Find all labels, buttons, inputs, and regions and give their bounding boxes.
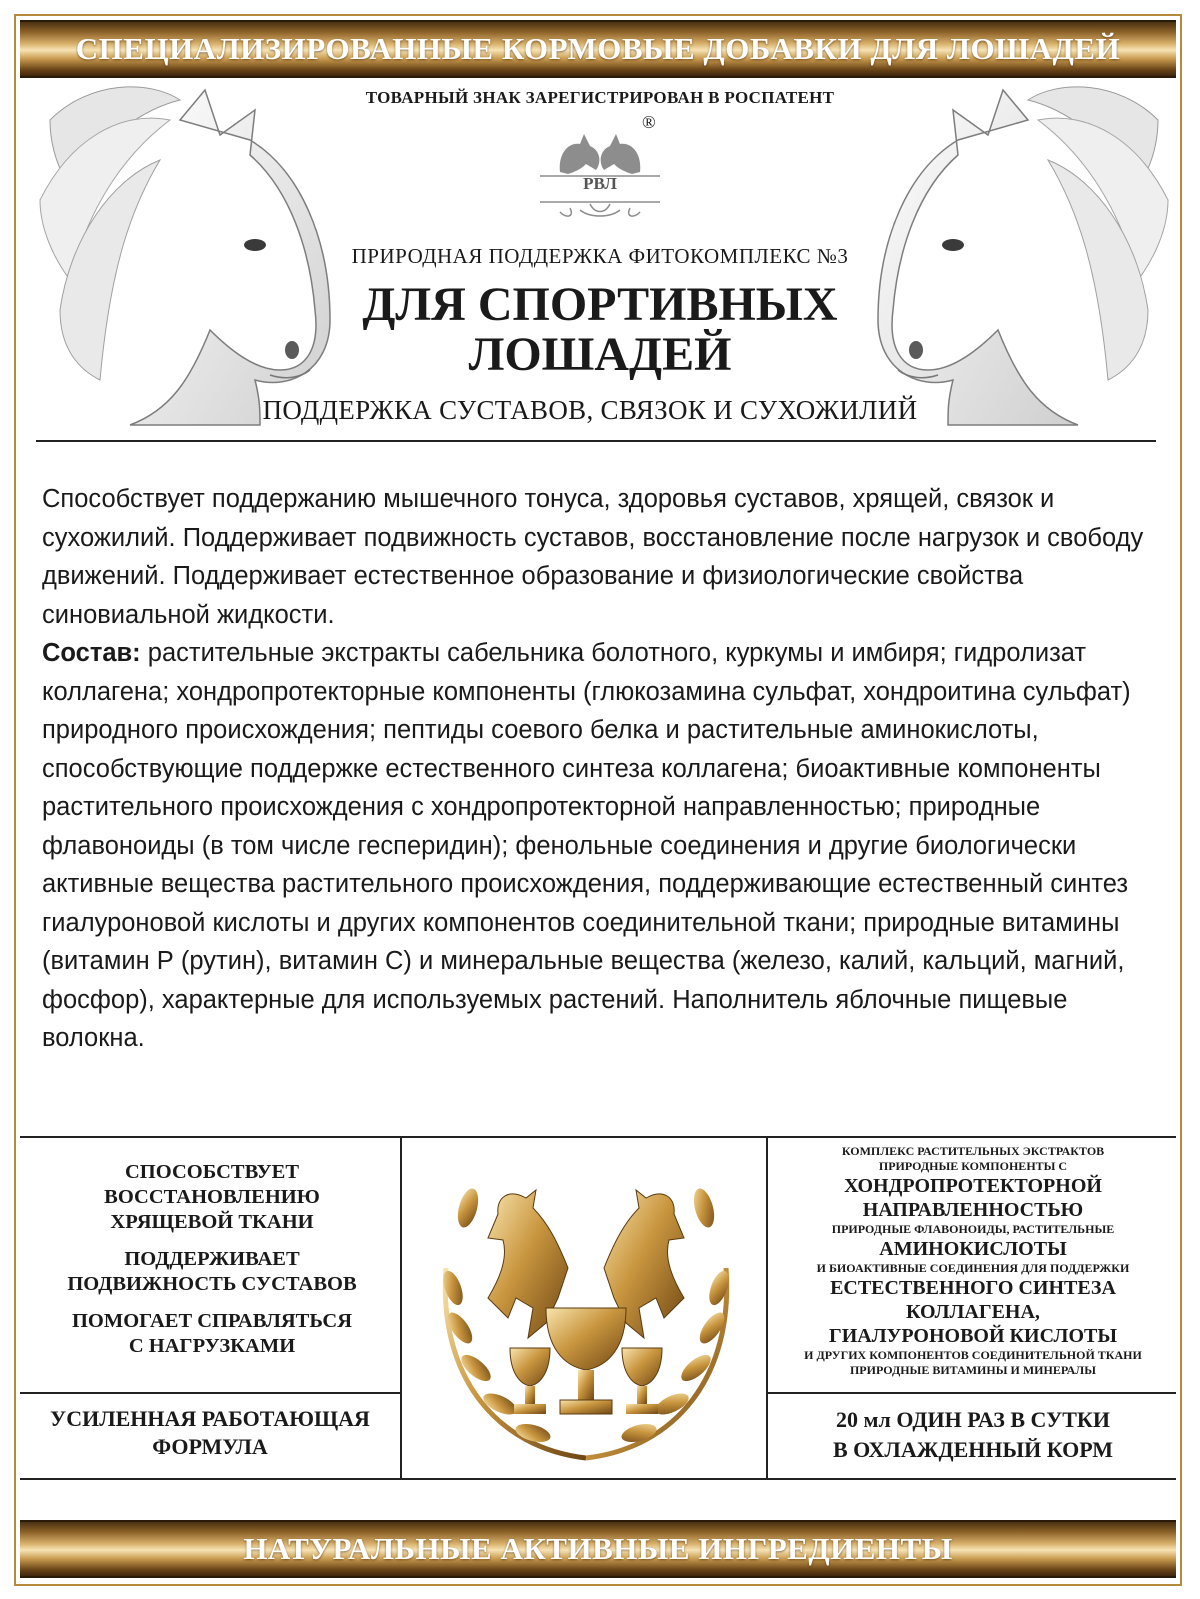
composition-label: Состав: xyxy=(42,639,141,667)
grid-divider-left xyxy=(400,1136,402,1480)
main-title-line-1: ДЛЯ СПОРТИВНЫХ xyxy=(362,278,838,331)
tagline: ПОДДЕРЖКА СУСТАВОВ, СВЯЗОК И СУХОЖИЛИЙ xyxy=(262,395,918,425)
main-title xyxy=(290,280,910,380)
ingredient-line: ПРИРОДНЫЕ КОМПОНЕНТЫ С xyxy=(878,1159,1068,1173)
ingredient-line: НАПРАВЛЕННОСТЬЮ xyxy=(862,1199,1084,1221)
bottom-banner-text: НАТУРАЛЬНЫЕ АКТИВНЫЕ ИНГРЕДИЕНТЫ xyxy=(243,1531,953,1566)
dosage-line-1: 20 мл ОДИН РАЗ В СУТКИ xyxy=(836,1407,1110,1432)
ingredient-line: И БИОАКТИВНЫЕ СОЕДИНЕНИЯ ДЛЯ ПОДДЕРЖКИ xyxy=(816,1261,1130,1275)
benefits-list xyxy=(24,1160,400,1371)
grid-divider-right xyxy=(766,1136,768,1480)
golden-horses-trophy-emblem-icon xyxy=(408,1148,764,1470)
benefit-item: ПОДДЕРЖИВАЕТ ПОДВИЖНОСТЬ СУСТАВОВ xyxy=(67,1248,357,1295)
description-text: Способствует поддержанию мышечного тонуса, здоровья суставов, хрящей, связок и сухожилий. Поддерживает подвижность суставов, восстановление после нагрузок и свободу движений. Поддерживает естественное образование и физиологические свойства синовиальной жидкости. xyxy=(42,485,1144,629)
dosage-line-2: В ОХЛАЖДЕННЫЙ КОРМ xyxy=(832,1437,1114,1462)
main-title-line-2: ЛОШАДЕЙ xyxy=(468,328,732,381)
registered-mark: ® xyxy=(642,112,656,132)
top-banner xyxy=(20,20,1176,78)
logo-text: РВЛ xyxy=(583,174,617,193)
grid-divider-left-horizontal xyxy=(20,1392,402,1394)
ingredient-line: ГИАЛУРОНОВОЙ КИСЛОТЫ xyxy=(829,1325,1117,1347)
composition-text: растительные экстракты сабельника болотного, куркумы и имбиря; гидролизат коллагена; хондропротекторные компоненты (глюкозамина сульфат, хондроитина сульфат) природного происхождения; пептиды соевого белка и растительные аминокислоты, способствующие поддержке естественного синтеза коллагена; биоактивные компоненты растительного происхождения с хондропротекторной направленностью; природные флавоноиды (в том числе гесперидин); фенольные соединения и другие биологически активные вещества растительного происхождения, поддерживающие естественный синтез гиалуроновой кислоты и других компонентов соединительной ткани; природные витамины (витамин Р (рутин), витамин С) и минеральные вещества (железо, калий, кальций, магний, фосфор), характерные для используемых растений. Наполнитель яблочные пищевые волокна. xyxy=(42,639,1131,1052)
benefit-item: ПОМОГАЕТ СПРАВЛЯТЬСЯ С НАГРУЗКАМИ xyxy=(71,1310,353,1357)
ingredients-summary xyxy=(770,1144,1176,1378)
grid-divider-right-horizontal xyxy=(766,1392,1176,1394)
dosage-note xyxy=(770,1405,1176,1465)
ingredient-line: ПРИРОДНЫЕ ФЛАВОНОИДЫ, РАСТИТЕЛЬНЫЕ xyxy=(831,1222,1115,1236)
divider xyxy=(36,440,1156,442)
ingredient-line: И ДРУГИХ КОМПОНЕНТОВ СОЕДИНИТЕЛЬНОЙ ТКАНИ xyxy=(804,1348,1142,1362)
ingredient-line: КОЛЛАГЕНА, xyxy=(906,1301,1040,1323)
formula-line-1: УСИЛЕННАЯ РАБОТАЮЩАЯ xyxy=(50,1406,370,1431)
top-banner-text: СПЕЦИАЛИЗИРОВАННЫЕ КОРМОВЫЕ ДОБАВКИ ДЛЯ ЛОШАДЕЙ xyxy=(75,31,1121,66)
ingredient-line: ХОНДРОПРОТЕКТОРНОЙ xyxy=(844,1175,1102,1197)
ingredient-line: ЕСТЕСТВЕННОГО СИНТЕЗА xyxy=(830,1277,1116,1299)
rvl-logo-icon xyxy=(520,114,680,224)
product-subtitle: ПРИРОДНАЯ ПОДДЕРЖКА ФИТОКОМПЛЕКС №3 xyxy=(351,244,849,268)
benefit-item: СПОСОБСТВУЕТ ВОССТАНОВЛЕНИЮ ХРЯЩЕВОЙ ТКАНИ xyxy=(104,1161,320,1233)
bottom-banner xyxy=(20,1520,1176,1578)
formula-line-2: ФОРМУЛА xyxy=(152,1434,268,1459)
formula-note xyxy=(20,1405,400,1461)
ingredient-line: ПРИРОДНЫЕ ВИТАМИНЫ И МИНЕРАЛЫ xyxy=(849,1363,1097,1377)
trademark-note: ТОВАРНЫЙ ЗНАК ЗАРЕГИСТРИРОВАН В РОСПАТЕНТ xyxy=(365,88,835,107)
product-description xyxy=(42,480,1162,1058)
header-center xyxy=(290,88,910,269)
ingredient-line: АМИНОКИСЛОТЫ xyxy=(879,1238,1067,1260)
ingredient-line: КОМПЛЕКС РАСТИТЕЛЬНЫХ ЭКСТРАКТОВ xyxy=(841,1144,1105,1158)
